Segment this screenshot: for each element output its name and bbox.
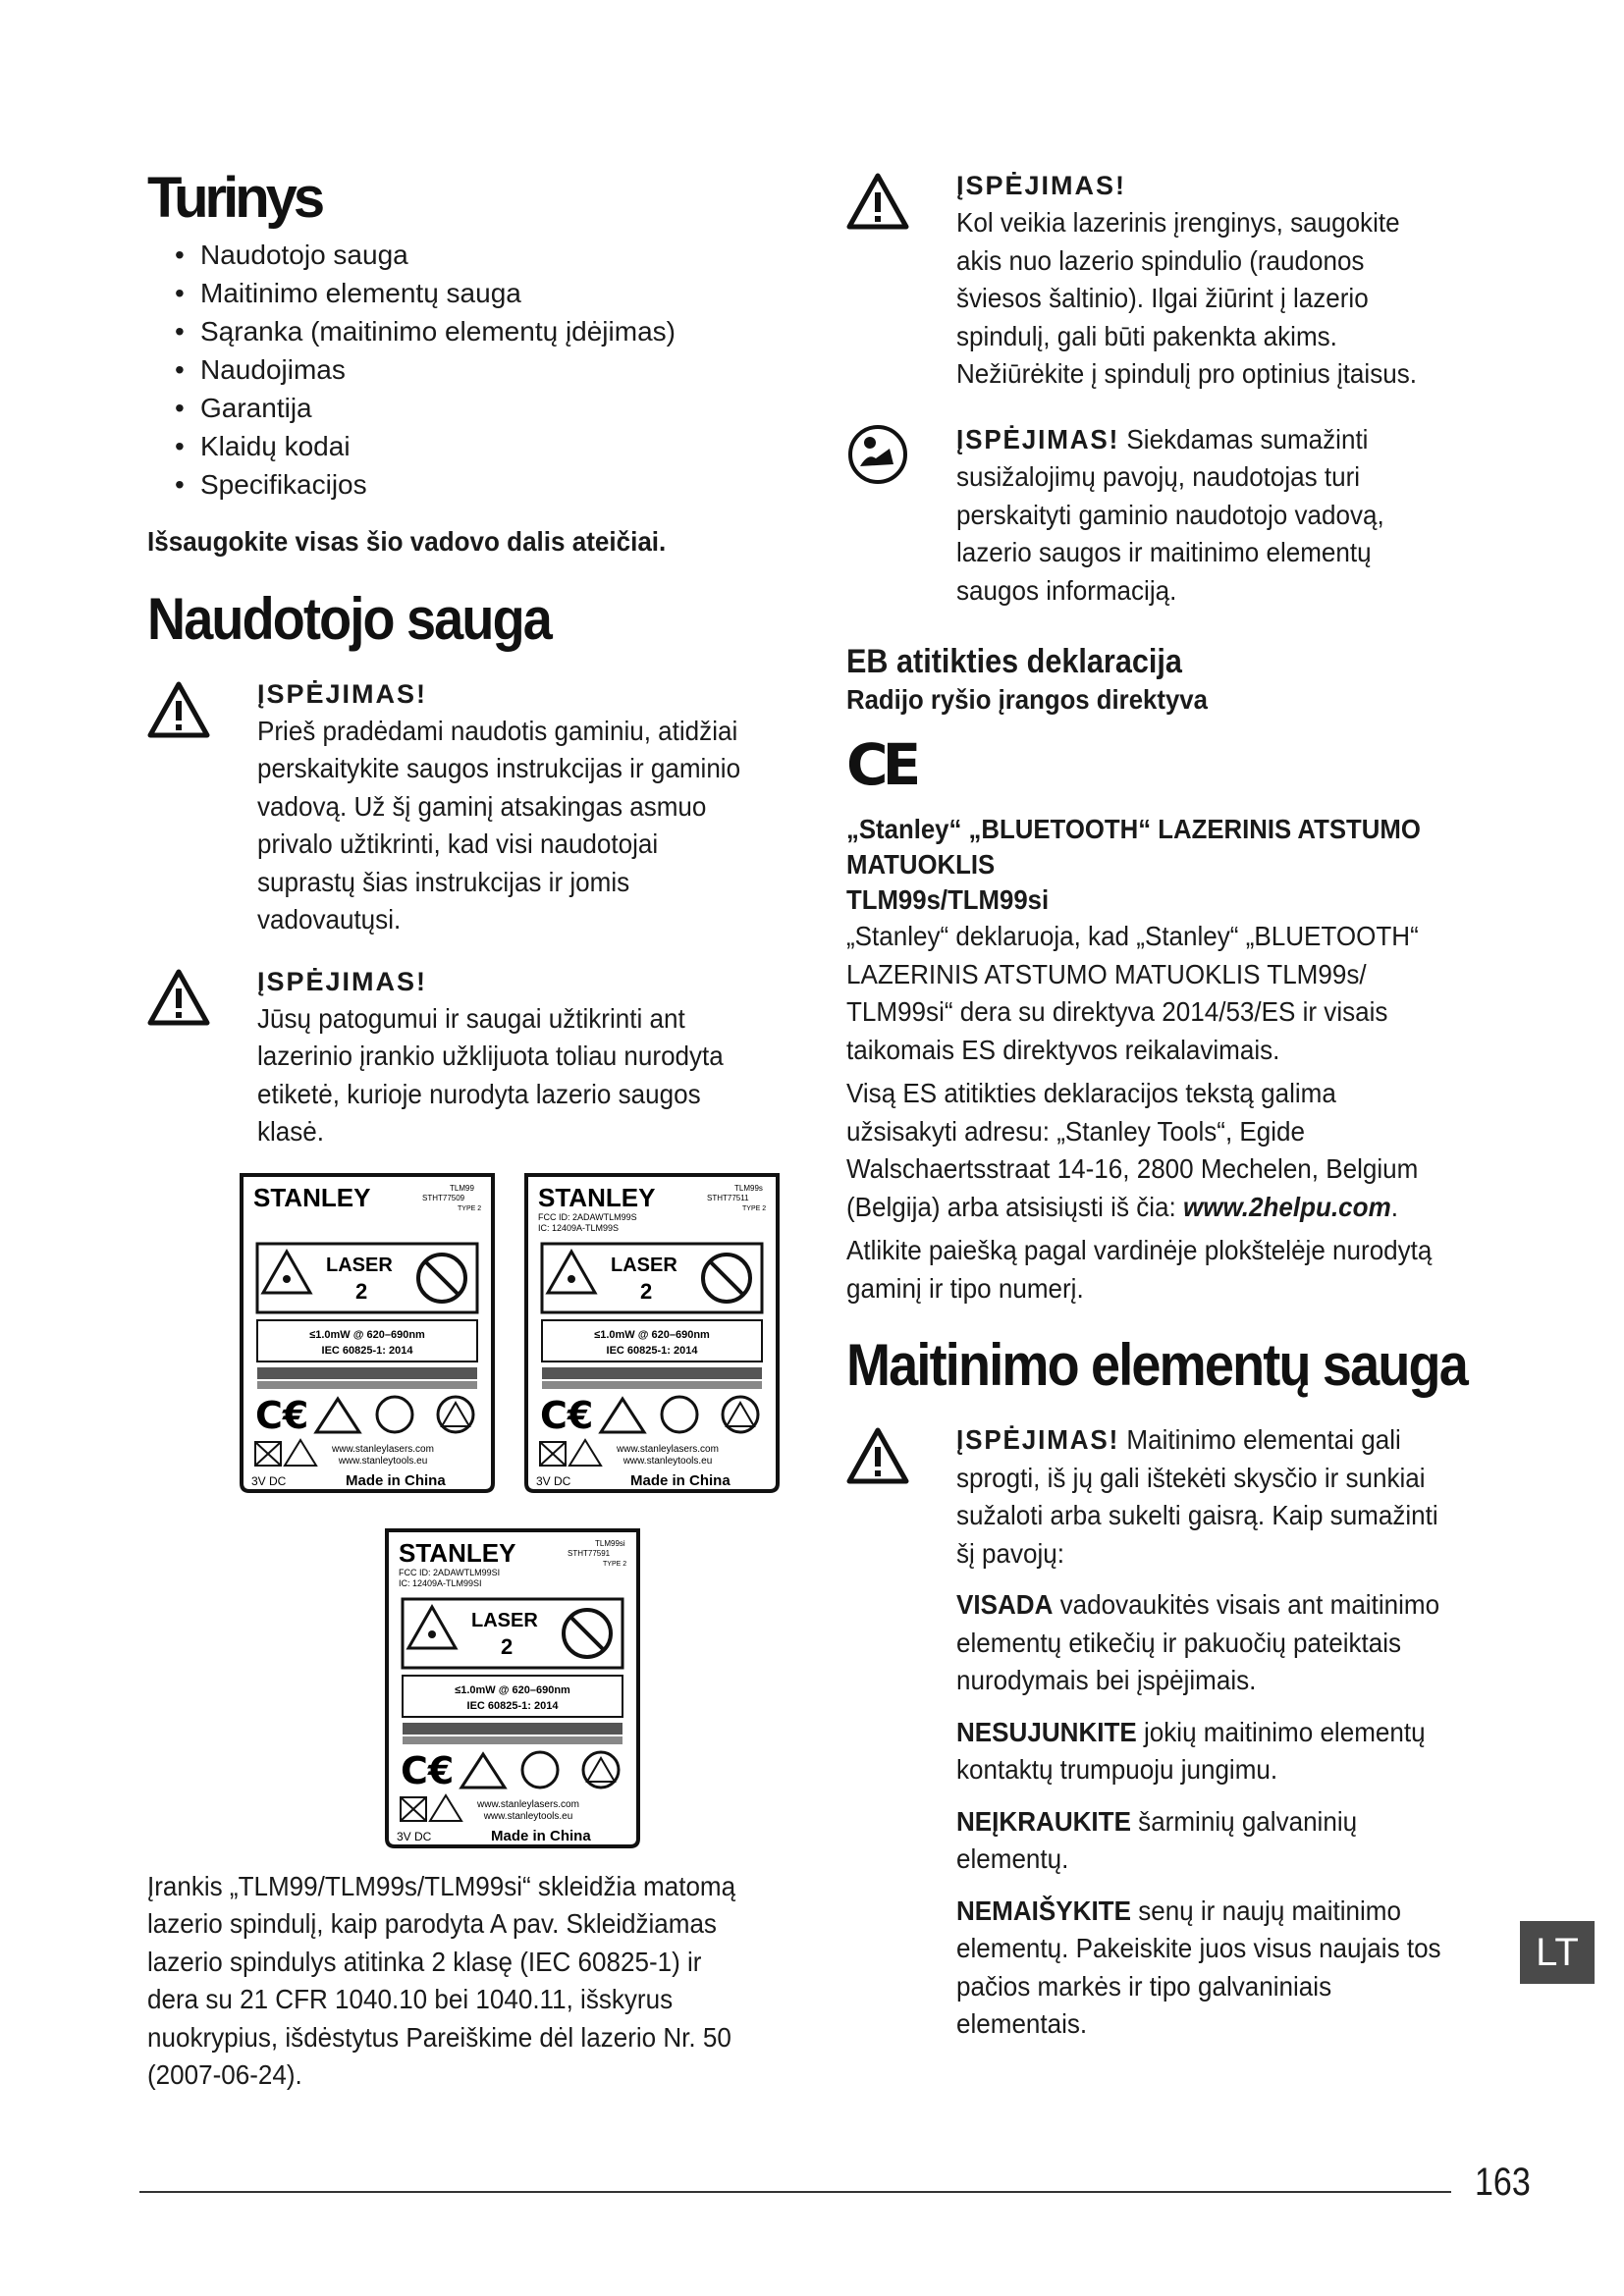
label-code: STHT77511 [707,1193,749,1202]
ce-mark-icon: C€ [401,1748,455,1792]
warning-title: ĮSPĖJIMAS! [257,678,428,709]
ce-mark-icon: C€ [540,1393,594,1437]
rule-key: NESUJUNKITE [956,1716,1137,1747]
rule-text: šarminių galvaninių elementų. [956,1805,1358,1874]
battery-rule [956,1803,1447,1879]
warning-block [846,167,1485,394]
warning-text: Kol veikia lazerinis įrenginys, saugokite akis nuo lazerio spindulio (raudonos šviesos šaltinio). Ilgai žiūrint į lazerio spindulį, gali būti pakenkta akims. Nežiūrėkite į spindulį pro optinius įtaisus. [956,207,1417,389]
label-dc: 3V DC [251,1473,287,1488]
warning-block [147,963,795,1151]
rule-text: senų ir naujų maitinimo elementų. Pakeiskite juos visus naujais tos pačios markės ir tipo galvaniniais elementais. [956,1895,1441,2039]
label-dc: 3V DC [397,1829,432,1843]
eu-directive-subheading: Radijo ryšio įrangos direktyva [846,684,1208,715]
label-spec1: ≤1.0mW @ 620–690nm [309,1328,425,1341]
label-fcc: FCC ID: 2ADAWTLM99SI [399,1567,501,1577]
left-column [147,167,795,2095]
battery-rule [956,1714,1447,1789]
battery-rule [956,1586,1447,1700]
label-brand: STANLEY [253,1182,371,1212]
label-ic: IC: 12409A-TLM99SI [399,1577,482,1588]
warning-title: ĮSPĖJIMAS! [956,171,1127,200]
warning-text: Prieš pradėdami naudotis gaminiu, atidžiai perskaitykite saugos instrukcijas ir gaminio vadovą. Už šį gaminį atsakingas asmuo privalo užtikrinti, kad visi naudotojai suprastų šias instrukcijas ir jomis vadovautųsi. [257,715,741,934]
tool-description: Įrankis „TLM99/TLM99s/TLM99si“ skleidžia matomą lazerio spindulį, kaip parodyta A pav. Skleidžiamas lazerio spindulys atitinka 2 klasę (IEC 60825-1) ir dera su 21 CFR 1040.10 bei 1040.11, išskyrus nuokrypius, išdėstytus Pareiškime dėl lazerio Nr. 50 (2007-06-24). [147,1870,736,2090]
full-text-prefix: Visą ES atitikties deklaracijos tekstą galima užsisakyti adresu: „Stanley Tools“, Egide Walschaertsstraat 14-16, 2800 Mechelen, Belgium (Belgija) arba atsisiųsti iš čia: [846,1078,1419,1222]
contents-item: • Maitinimo elementų sauga [175,274,795,312]
search-note: Atlikite paiešką pagal vardinėje plokštelėje nurodytą gaminį ir tipo numerį. [846,1235,1433,1304]
contents-item: • Naudojimas [175,350,795,389]
warning-text: Siekdamas sumažinti susižalojimų pavojų, naudotojas turi perskaityti gaminio naudotojo vadovą, lazerio saugos ir maitinimo elementų saugos informaciją. [956,423,1384,606]
page-number: 163 [1475,2161,1531,2204]
label-spec2: IEC 60825-1: 2014 [466,1699,559,1712]
label-laser: LASER [471,1609,538,1631]
warning-block [846,1421,1485,2044]
warning-triangle-icon [846,173,909,230]
save-note: Išsaugokite visas šio vadovo dalis ateičiai. [147,526,667,557]
laser-labels-figure [147,1171,795,1878]
warning-text-inline [956,415,1447,611]
warning-block [846,415,1485,611]
label-fcc: FCC ID: 2ADAWTLM99S [538,1211,637,1222]
warning-title: ĮSPĖJIMAS! [956,423,1120,454]
label-model: TLM99si [595,1538,625,1548]
rule-text: jokių maitinimo elementų kontaktų trumpuoju jungimu. [956,1716,1426,1785]
read-manual-icon [846,423,909,486]
declaration-text: „Stanley“ deklaruoja, kad „Stanley“ „BLUETOOTH“ LAZERINIS ATSTUMO MATUOKLIS TLM99s/ TLM99si“ dera su direktyva 2014/53/ES ir visais taikomais ES direktyvos reikalavimais. [846,921,1419,1065]
product-models: TLM99s/TLM99si [846,884,1050,915]
ce-mark-icon: CE [846,731,916,798]
label-web1: www.stanleylasers.com [477,1798,579,1810]
warning-text: Jūsų patogumui ir saugai užtikrinti ant lazerinio įrankio užklijuota toliau nurodyta etiketė, kurioje nurodyta lazerio saugos klasė. [257,1002,724,1147]
rule-key: NEMAIŠYKITE [956,1895,1131,1926]
label-model: TLM99 [450,1183,474,1193]
label-class: 2 [640,1278,653,1304]
label-spec2: IEC 60825-1: 2014 [321,1344,413,1357]
product-name: „Stanley“ „BLUETOOTH“ LAZERINIS ATSTUMO MATUOKLIS [846,814,1421,880]
label-dc: 3V DC [536,1473,571,1488]
label-model: TLM99s [734,1183,763,1193]
warning-text: Maitinimo elementai gali sprogti, iš jų gali ištekėti skysčio ir sunkiai sužaloti arba sukelti gaisrą. Kaip sumažinti šį pavojų: [956,1424,1438,1569]
label-spec2: IEC 60825-1: 2014 [606,1344,698,1357]
label-code: STHT77591 [568,1548,611,1558]
label-laser: LASER [326,1254,393,1276]
warning-block [147,675,795,939]
contents-list [175,236,795,504]
warning-title: ĮSPĖJIMAS! [257,966,428,996]
ce-mark-icon: C€ [255,1393,309,1437]
warning-title: ĮSPĖJIMAS! [956,1424,1120,1455]
laser-label-tlm99s [520,1171,784,1495]
label-brand: STANLEY [399,1537,516,1568]
warning-triangle-icon [147,969,210,1026]
label-made: Made in China [346,1471,446,1489]
language-tab: LT [1520,1921,1595,1984]
label-type: TYPE 2 [458,1204,482,1212]
label-brand: STANLEY [538,1182,656,1212]
label-web2: www.stanleytools.eu [623,1455,713,1467]
rule-key: NEĮKRAUKITE [956,1805,1131,1837]
contents-item: • Klaidų kodai [175,427,795,465]
label-class: 2 [501,1633,514,1659]
contents-title: Turinys [147,166,322,230]
footer-rule [139,2191,1451,2193]
user-safety-heading: Naudotojo sauga [147,585,552,652]
right-column [846,167,1485,2044]
eu-declaration-heading: EB atitikties deklaracija [846,643,1182,680]
label-laser: LASER [611,1254,677,1276]
label-web1: www.stanleylasers.com [332,1443,434,1455]
contents-item: • Specifikacijos [175,465,795,504]
contents-item: • Garantija [175,389,795,427]
label-made: Made in China [630,1471,731,1489]
contents-item: • Naudotojo sauga [175,236,795,274]
label-class: 2 [355,1278,368,1304]
battery-safety-heading: Maitinimo elementų sauga [846,1332,1467,1398]
support-link[interactable]: www.2helpu.com [1182,1191,1391,1222]
rule-key: VISADA [956,1589,1054,1620]
label-web1: www.stanleylasers.com [617,1443,719,1455]
full-text-suffix: . [1390,1191,1398,1222]
label-ic: IC: 12409A-TLM99S [538,1222,620,1233]
warning-triangle-icon [846,1427,909,1484]
label-spec1: ≤1.0mW @ 620–690nm [455,1683,570,1696]
full-text-info [846,1075,1440,1226]
battery-rule [956,1893,1447,2044]
label-made: Made in China [491,1827,591,1844]
label-web2: www.stanleytools.eu [483,1810,573,1822]
laser-label-tlm99si [381,1526,644,1850]
label-web2: www.stanleytools.eu [338,1455,428,1467]
contents-item: • Sąranka (maitinimo elementų įdėjimas) [175,312,795,350]
label-code: STHT77509 [422,1193,465,1202]
rule-text: vadovaukitės visais ant maitinimo elementų etikečių ir pakuočių pateiktais nurodymais bei įspėjimais. [956,1589,1440,1695]
battery-warning [956,1421,1447,1573]
warning-triangle-icon [147,681,210,738]
label-type: TYPE 2 [742,1204,767,1212]
label-spec1: ≤1.0mW @ 620–690nm [594,1328,710,1341]
label-type: TYPE 2 [603,1560,627,1568]
laser-label-tlm99 [236,1171,499,1495]
